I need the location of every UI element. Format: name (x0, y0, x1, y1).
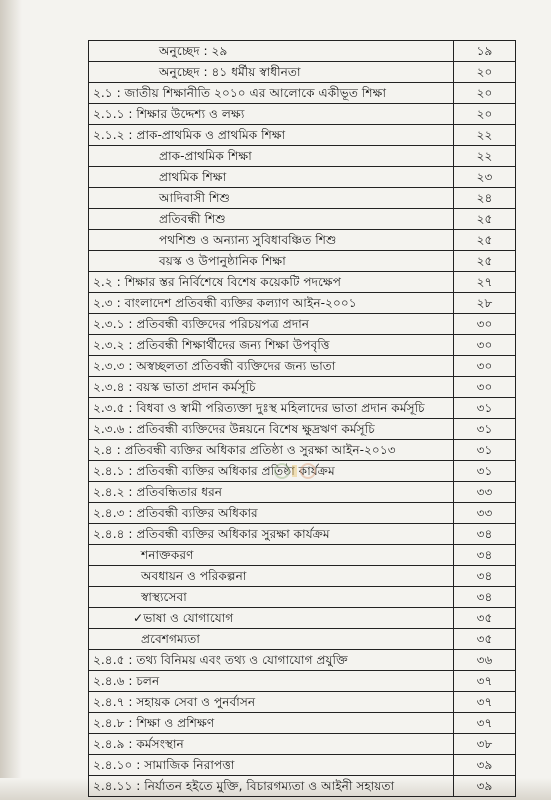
toc-page-number: ৩০ (454, 314, 516, 335)
toc-entry-title: ২.১.২ : প্রাক-প্রাথমিক ও প্রাথমিক শিক্ষা (93, 128, 286, 142)
toc-row (89, 671, 516, 692)
toc-entry-cell (89, 776, 454, 797)
toc-entry-cell (89, 713, 454, 734)
toc-row (89, 776, 516, 797)
toc-entry-cell (89, 377, 454, 398)
toc-page-number: ২৪ (454, 188, 516, 209)
toc-entry-cell (89, 188, 454, 209)
toc-page-number: ৩৯ (454, 755, 516, 776)
toc-page-number: ৩৪ (454, 566, 516, 587)
toc-page-number: ২৫ (454, 230, 516, 251)
toc-page-number: ৩০ (454, 377, 516, 398)
toc-row (89, 188, 516, 209)
toc-entry-title: অনুচ্ছেদ : ২৯ (159, 44, 228, 58)
toc-page-number: ৩৭ (454, 671, 516, 692)
toc-row (89, 104, 516, 125)
toc-page-number: ১৯ (454, 41, 516, 62)
toc-page-number: ৩৬ (454, 650, 516, 671)
toc-page-number: ৩১ (454, 398, 516, 419)
toc-page-number: ৩০ (454, 356, 516, 377)
toc-entry-title: ২.৩ : বাংলাদেশ প্রতিবন্ধী ব্যক্তির কল্যাণ আইন-২০০১ (93, 296, 357, 310)
toc-entry-cell (89, 461, 454, 482)
toc-entry-title: প্রাথমিক শিক্ষা (159, 170, 227, 184)
toc-entry-title: শনাক্তকরণ (141, 548, 194, 562)
toc-entry-cell (89, 524, 454, 545)
toc-row (89, 209, 516, 230)
toc-entry-title: ২.৪.১ : প্রতিবন্ধী ব্যক্তির অধিকার প্রতিষ্ঠা কার্যক্রম (93, 464, 335, 478)
toc-entry-title: ২.৪.৭ : সহায়ক সেবা ও পুনর্বাসন (93, 695, 256, 709)
toc-entry-title: ২.৩.৫ : বিধবা ও স্বামী পরিত্যক্তা দুঃস্থ মহিলাদের ভাতা প্রদান কর্মসূচি (93, 401, 425, 415)
toc-entry-title: পথশিশু ও অন্যান্য সুবিধাবঞ্চিত শিশু (159, 233, 337, 247)
toc-row (89, 440, 516, 461)
toc-page-number: ৩০ (454, 335, 516, 356)
toc-row (89, 629, 516, 650)
toc-page-number: ৩১ (454, 440, 516, 461)
toc-page-number: ২৫ (454, 251, 516, 272)
toc-entry-cell (89, 314, 454, 335)
toc-page-number: ৩১ (454, 419, 516, 440)
toc-row (89, 167, 516, 188)
toc-entry-title: ২.৩.১ : প্রতিবন্ধী ব্যক্তিদের পরিচয়পত্র প্রদান (93, 317, 310, 331)
toc-entry-title: ২.৩.৩ : অস্বচ্ছলতা প্রতিবন্ধী ব্যক্তিদের জন্য ভাতা (93, 359, 336, 373)
toc-page-number: ২০ (454, 83, 516, 104)
toc-row (89, 566, 516, 587)
toc-entry-cell (89, 251, 454, 272)
toc-entry-cell (89, 503, 454, 524)
toc-page-number: ৩৭ (454, 713, 516, 734)
toc-entry-cell (89, 272, 454, 293)
toc-entry-title: ২.৪.৮ : শিক্ষা ও প্রশিক্ষণ (93, 716, 215, 730)
toc-body (89, 41, 516, 797)
toc-row (89, 356, 516, 377)
toc-page-number: ৩৫ (454, 608, 516, 629)
toc-row (89, 62, 516, 83)
toc-page-number: ৩১ (454, 461, 516, 482)
toc-entry-cell (89, 293, 454, 314)
toc-entry-title: প্রবেশগম্যতা (141, 632, 200, 646)
toc-entry-title: আদিবাসী শিশু (159, 191, 231, 205)
toc-entry-cell (89, 608, 454, 629)
toc-page-number: ৩৫ (454, 629, 516, 650)
toc-row (89, 146, 516, 167)
toc-entry-title: ২.৪.৪ : প্রতিবন্ধী ব্যক্তির অধিকার সুরক্ষা কার্যক্রম (93, 527, 330, 541)
toc-page-number: ৩৩ (454, 482, 516, 503)
toc-entry-title: প্রতিবন্ধী শিশু (159, 212, 226, 226)
toc-entry-title: ২.৪.১০ : সামাজিক নিরাপত্তা (93, 758, 235, 772)
toc-page-number: ২৩ (454, 167, 516, 188)
toc-entry-cell (89, 230, 454, 251)
toc-entry-cell (89, 566, 454, 587)
toc-row (89, 419, 516, 440)
toc-entry-title: ২.৩.২ : প্রতিবন্ধী শিক্ষার্থীদের জন্য শিক্ষা উপবৃত্তি (93, 338, 330, 352)
toc-entry-title: ২.১ : জাতীয় শিক্ষানীতি ২০১০ এর আলোকে একীভূত শিক্ষা (93, 86, 386, 100)
toc-row (89, 587, 516, 608)
toc-entry-cell (89, 398, 454, 419)
toc-entry-cell (89, 587, 454, 608)
toc-entry-title: প্রাক-প্রাথমিক শিক্ষা (159, 149, 252, 163)
toc-entry-title: বয়স্ক ও উপানুষ্ঠানিক শিক্ষা (159, 254, 286, 268)
table-of-contents (88, 40, 516, 797)
toc-entry-cell (89, 335, 454, 356)
toc-page-number: ৩৪ (454, 545, 516, 566)
toc-entry-cell (89, 62, 454, 83)
toc-entry-title: ২.৪.২ : প্রতিবন্ধিতার ধরন (93, 485, 223, 499)
toc-row (89, 83, 516, 104)
toc-entry-title: অবধায়ন ও পরিকল্পনা (141, 569, 247, 583)
toc-page-number: ৩৯ (454, 776, 516, 797)
toc-entry-title: ২.২ : শিক্ষার স্তর নির্বিশেষে বিশেষ কয়েকটি পদক্ষেপ (93, 275, 342, 289)
toc-entry-cell (89, 209, 454, 230)
toc-entry-cell (89, 482, 454, 503)
toc-entry-title: ২.৩.৬ : প্রতিবন্ধী ব্যক্তিদের উন্নয়নে বিশেষ ক্ষুদ্রঋণ কর্মসূচি (93, 422, 375, 436)
toc-page-number: ৩৭ (454, 692, 516, 713)
toc-entry-title: অনুচ্ছেদ : ৪১ ধর্মীয় স্বাধীনতা (159, 65, 301, 79)
toc-entry-cell (89, 41, 454, 62)
toc-entry-cell (89, 104, 454, 125)
toc-entry-title: ২.৩.৪ : বয়স্ক ভাতা প্রদান কর্মসূচি (93, 380, 256, 394)
toc-entry-title: ২.৪.৬ : চলন (93, 674, 160, 688)
toc-row (89, 545, 516, 566)
toc-entry-cell (89, 692, 454, 713)
toc-page-number: ৩৪ (454, 587, 516, 608)
toc-entry-title: ২.১.১ : শিক্ষার উদ্দেশ্য ও লক্ষ্য (93, 107, 245, 121)
toc-entry-cell (89, 167, 454, 188)
toc-row (89, 41, 516, 62)
toc-page-number: ২০ (454, 104, 516, 125)
toc-entry-title: ২.৪ : প্রতিবন্ধী ব্যক্তির অধিকার প্রতিষ্ঠা ও সুরক্ষা আইন-২০১৩ (93, 443, 396, 457)
toc-row (89, 650, 516, 671)
toc-row (89, 335, 516, 356)
watermark-logo (272, 460, 318, 482)
toc-page-number: ২৫ (454, 209, 516, 230)
toc-entry-title: স্বাস্থ্যসেবা (141, 590, 187, 604)
toc-row (89, 524, 516, 545)
toc-row (89, 482, 516, 503)
toc-row (89, 713, 516, 734)
toc-entry-title: ২.৪.৫ : তথ্য বিনিময় এবং তথ্য ও যোগাযোগ প্রযুক্তি (93, 653, 348, 667)
toc-entry-cell (89, 440, 454, 461)
toc-row (89, 314, 516, 335)
toc-page-number: ২০ (454, 62, 516, 83)
toc-row (89, 692, 516, 713)
toc-page-number: ৩৪ (454, 524, 516, 545)
toc-row (89, 272, 516, 293)
toc-row (89, 251, 516, 272)
toc-row (89, 734, 516, 755)
toc-row (89, 503, 516, 524)
toc-page-number: ২৭ (454, 272, 516, 293)
toc-row (89, 230, 516, 251)
toc-entry-cell (89, 419, 454, 440)
toc-page-number: ৩৮ (454, 734, 516, 755)
toc-row (89, 377, 516, 398)
toc-entry-cell (89, 755, 454, 776)
toc-row (89, 398, 516, 419)
toc-entry-cell (89, 671, 454, 692)
toc-entry-title: ২.৪.১১ : নির্যাতন হইতে মুক্তি, বিচারগম্যতা ও আইনী সহায়তা (93, 779, 395, 793)
toc-row (89, 293, 516, 314)
toc-row (89, 125, 516, 146)
toc-entry-cell (89, 629, 454, 650)
toc-entry-title: ২.৪.৯ : কর্মসংস্থান (93, 737, 184, 751)
toc-page-number: ২২ (454, 146, 516, 167)
toc-entry-cell (89, 545, 454, 566)
toc-entry-title: ✓ভাষা ও যোগাযোগ (133, 611, 234, 625)
toc-page-number: ৩৩ (454, 503, 516, 524)
toc-entry-cell (89, 734, 454, 755)
toc-entry-cell (89, 650, 454, 671)
toc-entry-cell (89, 83, 454, 104)
toc-entry-cell (89, 125, 454, 146)
toc-entry-cell (89, 356, 454, 377)
toc-entry-cell (89, 146, 454, 167)
toc-row (89, 608, 516, 629)
toc-page-number: ২২ (454, 125, 516, 146)
toc-row (89, 755, 516, 776)
toc-entry-title: ২.৪.৩ : প্রতিবন্ধী ব্যক্তির অধিকার (93, 506, 258, 520)
page-edge-shadow (0, 0, 22, 800)
toc-page-number: ২৮ (454, 293, 516, 314)
